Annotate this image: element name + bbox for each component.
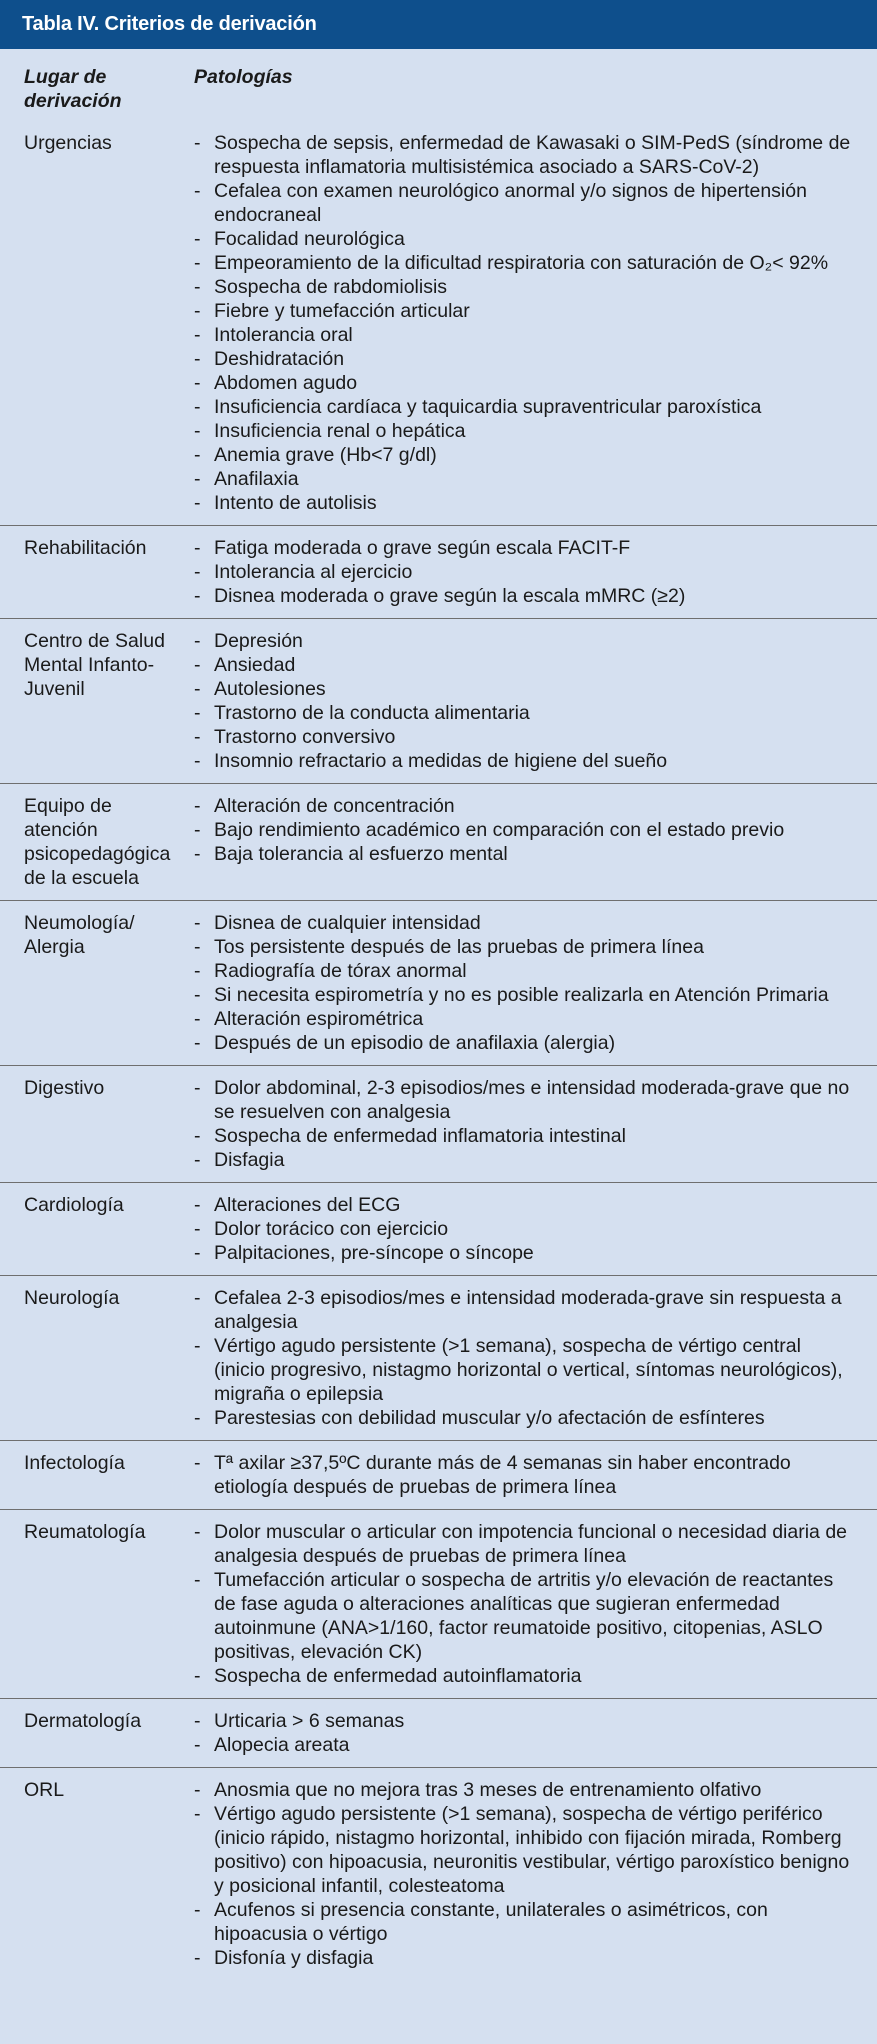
list-dash: -: [194, 726, 201, 748]
pathology-list-cell: [194, 1520, 877, 1688]
pathology-item: [194, 983, 853, 1007]
referral-place: Dermatología: [24, 1710, 142, 1732]
pathology-item: [194, 1148, 853, 1172]
pathology-item: [194, 584, 853, 608]
pathology-item: [194, 395, 853, 419]
pathology-text: Intolerancia al ejercicio: [214, 561, 413, 583]
pathology-item: [194, 794, 853, 818]
list-dash: -: [194, 819, 201, 841]
pathology-item: [194, 701, 853, 725]
pathology-list: [194, 1286, 853, 1430]
pathology-list: [194, 1451, 853, 1499]
list-dash: -: [194, 300, 201, 322]
pathology-item: [194, 560, 853, 584]
pathology-list-cell: [194, 1451, 877, 1499]
pathology-text: Sospecha de rabdomiolisis: [214, 276, 448, 298]
pathology-item: [194, 1334, 853, 1406]
pathology-item: [194, 1520, 853, 1568]
pathology-text: Cefalea 2-3 episodios/mes e intensidad moderada-grave sin respuesta a analgesia: [214, 1287, 842, 1333]
list-dash: -: [194, 1710, 201, 1732]
pathology-list-cell: [194, 1076, 877, 1172]
header-place: Lugar de derivación: [24, 66, 122, 112]
list-dash: -: [194, 843, 201, 865]
pathology-list: [194, 794, 853, 866]
pathology-item: [194, 1007, 853, 1031]
pathology-text: Fatiga moderada o grave según escala FACIT-F: [214, 537, 631, 559]
pathology-text: Ansiedad: [214, 654, 296, 676]
pathology-text: Disfonía y disfagia: [214, 1947, 374, 1969]
pathology-item: [194, 1946, 853, 1970]
pathology-list: [194, 131, 853, 515]
pathology-list: [194, 911, 853, 1055]
pathology-item: [194, 179, 853, 227]
pathology-item: [194, 911, 853, 935]
pathology-text: Fiebre y tumefacción articular: [214, 300, 470, 322]
pathology-item: [194, 1664, 853, 1688]
referral-place: Infectología: [24, 1452, 125, 1474]
list-dash: -: [194, 1242, 201, 1264]
pathology-text: Anemia grave (Hb<7 g/dl): [214, 444, 437, 466]
pathology-item: [194, 1709, 853, 1733]
pathology-text: Cefalea con examen neurológico anormal y/o signos de hipertensión endocraneal: [214, 180, 807, 226]
referral-place: ORL: [24, 1779, 65, 1801]
pathology-item: [194, 536, 853, 560]
table-row: [0, 1066, 877, 1183]
list-dash: -: [194, 372, 201, 394]
pathology-list-cell: [194, 911, 877, 1055]
table-row: [0, 784, 877, 901]
pathology-text: Acufenos si presencia constante, unilaterales o asimétricos, con hipoacusia o vértigo: [214, 1899, 768, 1945]
list-dash: -: [194, 1407, 201, 1429]
table-row: [0, 121, 877, 526]
pathology-item: [194, 299, 853, 323]
list-dash: -: [194, 180, 201, 202]
pathology-item: [194, 935, 853, 959]
pathology-list: [194, 1520, 853, 1688]
pathology-text: Intolerancia oral: [214, 324, 353, 346]
header-pathologies: Patologías: [194, 66, 293, 88]
list-dash: -: [194, 912, 201, 934]
list-dash: -: [194, 324, 201, 346]
pathology-text: Autolesiones: [214, 678, 326, 700]
list-dash: -: [194, 1569, 201, 1591]
pathology-item: [194, 275, 853, 299]
pathology-text: Deshidratación: [214, 348, 345, 370]
pathology-item: [194, 653, 853, 677]
table-row: [0, 901, 877, 1066]
pathology-text: Radiografía de tórax anormal: [214, 960, 467, 982]
list-dash: -: [194, 1287, 201, 1309]
table-row: [0, 1276, 877, 1441]
pathology-item: [194, 959, 853, 983]
list-dash: -: [194, 1521, 201, 1543]
table-row: [0, 526, 877, 619]
list-dash: -: [194, 795, 201, 817]
list-dash: -: [194, 1149, 201, 1171]
pathology-text: Empeoramiento de la dificultad respiratoria con saturación de O₂< 92%: [214, 252, 829, 274]
table-title: Tabla IV. Criterios de derivación: [0, 0, 877, 49]
pathology-item: [194, 1031, 853, 1055]
pathology-text: Vértigo agudo persistente (>1 semana), sospecha de vértigo periférico (inicio rápido, nistagmo horizontal, inhibido con fijación mirada, Romberg positivo) con hipoacusia, neuronitis vestibular, vértigo paroxístico benigno y posicional infantil, colesteatoma: [214, 1803, 850, 1897]
pathology-text: Tos persistente después de las pruebas de primera línea: [214, 936, 704, 958]
pathology-text: Insomnio refractario a medidas de higiene del sueño: [214, 750, 668, 772]
pathology-item: [194, 1568, 853, 1664]
pathology-text: Disnea moderada o grave según la escala mMRC (≥2): [214, 585, 686, 607]
list-dash: -: [194, 252, 201, 274]
list-dash: -: [194, 420, 201, 442]
pathology-item: [194, 677, 853, 701]
pathology-list: [194, 1709, 853, 1757]
list-dash: -: [194, 132, 201, 154]
list-dash: -: [194, 678, 201, 700]
referral-place: Cardiología: [24, 1194, 124, 1216]
pathology-text: Dolor muscular o articular con impotencia funcional o necesidad diaria de analgesia después de pruebas de primera línea: [214, 1521, 848, 1567]
list-dash: -: [194, 348, 201, 370]
pathology-text: Disnea de cualquier intensidad: [214, 912, 481, 934]
table-row: [0, 1441, 877, 1510]
list-dash: -: [194, 1077, 201, 1099]
list-dash: -: [194, 585, 201, 607]
list-dash: -: [194, 396, 201, 418]
pathology-text: Tumefacción articular o sospecha de artritis y/o elevación de reactantes de fase aguda o alteraciones analíticas que sugieran enfermedad autoinmune (ANA>1/160, factor reumatoide positivo, citopenias, ASLO positivas, elevación CK): [214, 1569, 834, 1663]
list-dash: -: [194, 984, 201, 1006]
pathology-item: [194, 1241, 853, 1265]
pathology-item: [194, 371, 853, 395]
pathology-item: [194, 1451, 853, 1499]
list-dash: -: [194, 630, 201, 652]
pathology-text: Sospecha de enfermedad autoinflamatoria: [214, 1665, 582, 1687]
pathology-item: [194, 1076, 853, 1124]
pathology-list-cell: [194, 794, 877, 890]
pathology-text: Disfagia: [214, 1149, 285, 1171]
pathology-text: Intento de autolisis: [214, 492, 377, 514]
pathology-list-cell: [194, 131, 877, 515]
pathology-list: [194, 629, 853, 773]
list-dash: -: [194, 561, 201, 583]
table-row: [0, 619, 877, 784]
list-dash: -: [194, 750, 201, 772]
pathology-item: [194, 131, 853, 179]
pathology-text: Alopecia areata: [214, 1734, 350, 1756]
table-body: [0, 121, 877, 1980]
pathology-text: Tª axilar ≥37,5ºC durante más de 4 semanas sin haber encontrado etiología después de pruebas de primera línea: [214, 1452, 791, 1498]
table-header-row: [0, 49, 877, 121]
list-dash: -: [194, 1008, 201, 1030]
pathology-text: Insuficiencia renal o hepática: [214, 420, 466, 442]
pathology-text: Vértigo agudo persistente (>1 semana), sospecha de vértigo central (inicio progresivo, nistagmo horizontal o vertical, síntomas neurológicos), migraña o epilepsia: [214, 1335, 843, 1405]
pathology-text: Si necesita espirometría y no es posible realizarla en Atención Primaria: [214, 984, 829, 1006]
pathology-text: Sospecha de sepsis, enfermedad de Kawasaki o SIM-PedS (síndrome de respuesta inflamatoria multisistémica asociado a SARS-CoV-2): [214, 132, 851, 178]
list-dash: -: [194, 492, 201, 514]
list-dash: -: [194, 1734, 201, 1756]
table-row: [0, 1510, 877, 1699]
pathology-text: Después de un episodio de anafilaxia (alergia): [214, 1032, 616, 1054]
list-dash: -: [194, 1899, 201, 1921]
referral-place: Centro de Salud Mental Infanto-Juvenil: [24, 630, 165, 700]
pathology-item: [194, 842, 853, 866]
list-dash: -: [194, 1218, 201, 1240]
pathology-text: Anafilaxia: [214, 468, 299, 490]
list-dash: -: [194, 276, 201, 298]
pathology-text: Parestesias con debilidad muscular y/o afectación de esfínteres: [214, 1407, 765, 1429]
list-dash: -: [194, 1335, 201, 1357]
pathology-text: Bajo rendimiento académico en comparación con el estado previo: [214, 819, 785, 841]
list-dash: -: [194, 1452, 201, 1474]
list-dash: -: [194, 654, 201, 676]
referral-place: Rehabilitación: [24, 537, 147, 559]
pathology-item: [194, 1733, 853, 1757]
pathology-item: [194, 1217, 853, 1241]
table-row: [0, 1699, 877, 1768]
list-dash: -: [194, 1947, 201, 1969]
pathology-text: Urticaria > 6 semanas: [214, 1710, 405, 1732]
pathology-item: [194, 1406, 853, 1430]
list-dash: -: [194, 468, 201, 490]
pathology-item: [194, 818, 853, 842]
pathology-item: [194, 443, 853, 467]
list-dash: -: [194, 960, 201, 982]
pathology-text: Baja tolerancia al esfuerzo mental: [214, 843, 508, 865]
pathology-item: [194, 725, 853, 749]
pathology-item: [194, 323, 853, 347]
pathology-item: [194, 1898, 853, 1946]
pathology-item: [194, 1778, 853, 1802]
pathology-item: [194, 1193, 853, 1217]
pathology-item: [194, 251, 853, 275]
list-dash: -: [194, 537, 201, 559]
pathology-text: Alteración espirométrica: [214, 1008, 424, 1030]
list-dash: -: [194, 1665, 201, 1687]
pathology-list-cell: [194, 629, 877, 773]
pathology-item: [194, 1286, 853, 1334]
list-dash: -: [194, 1194, 201, 1216]
table-row: [0, 1768, 877, 1980]
pathology-text: Alteraciones del ECG: [214, 1194, 401, 1216]
pathology-item: [194, 227, 853, 251]
pathology-item: [194, 1802, 853, 1898]
referral-place: Equipo de atención psicopedagógica de la escuela: [24, 795, 171, 889]
pathology-list: [194, 1076, 853, 1172]
pathology-item: [194, 491, 853, 515]
list-dash: -: [194, 1125, 201, 1147]
referral-place: Reumatología: [24, 1521, 146, 1543]
pathology-text: Trastorno de la conducta alimentaria: [214, 702, 530, 724]
pathology-list: [194, 1778, 853, 1970]
pathology-list-cell: [194, 1286, 877, 1430]
pathology-text: Abdomen agudo: [214, 372, 358, 394]
list-dash: -: [194, 702, 201, 724]
referral-place: Digestivo: [24, 1077, 105, 1099]
pathology-text: Focalidad neurológica: [214, 228, 405, 250]
list-dash: -: [194, 1779, 201, 1801]
pathology-list-cell: [194, 1709, 877, 1757]
table-row: [0, 1183, 877, 1276]
pathology-item: [194, 419, 853, 443]
pathology-item: [194, 749, 853, 773]
list-dash: -: [194, 1803, 201, 1825]
pathology-text: Dolor torácico con ejercicio: [214, 1218, 449, 1240]
pathology-text: Palpitaciones, pre-síncope o síncope: [214, 1242, 534, 1264]
pathology-item: [194, 467, 853, 491]
list-dash: -: [194, 444, 201, 466]
pathology-list-cell: [194, 1778, 877, 1970]
pathology-item: [194, 629, 853, 653]
pathology-text: Depresión: [214, 630, 303, 652]
list-dash: -: [194, 228, 201, 250]
list-dash: -: [194, 1032, 201, 1054]
pathology-text: Anosmia que no mejora tras 3 meses de entrenamiento olfativo: [214, 1779, 762, 1801]
pathology-list-cell: [194, 536, 877, 608]
pathology-text: Trastorno conversivo: [214, 726, 396, 748]
pathology-item: [194, 347, 853, 371]
referral-place: Urgencias: [24, 132, 112, 154]
referral-place: Neumología/ Alergia: [24, 912, 135, 958]
pathology-list-cell: [194, 1193, 877, 1265]
pathology-item: [194, 1124, 853, 1148]
list-dash: -: [194, 936, 201, 958]
pathology-text: Alteración de concentración: [214, 795, 455, 817]
pathology-text: Dolor abdominal, 2-3 episodios/mes e intensidad moderada-grave que no se resuelven con analgesia: [214, 1077, 850, 1123]
pathology-text: Insuficiencia cardíaca y taquicardia supraventricular paroxística: [214, 396, 762, 418]
referral-place: Neurología: [24, 1287, 120, 1309]
pathology-list: [194, 536, 853, 608]
pathology-text: Sospecha de enfermedad inflamatoria intestinal: [214, 1125, 626, 1147]
pathology-list: [194, 1193, 853, 1265]
